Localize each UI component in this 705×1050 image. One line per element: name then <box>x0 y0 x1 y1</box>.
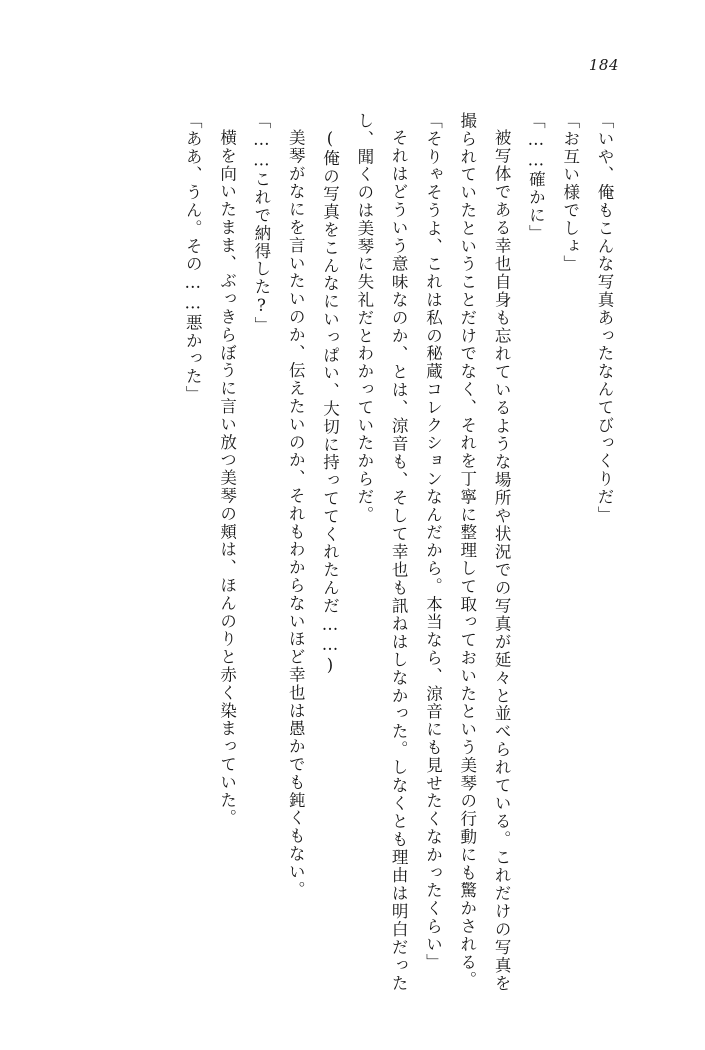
paragraph: 「そりゃそうよ、これは私の秘蔵コレクションなんだから。本当なら、涼音にも見せたくなかったくらい」 <box>423 112 443 972</box>
paragraph: 「ああ、うん。その……悪かった」 <box>183 112 203 404</box>
paragraph: 「……これで納得した?」 <box>251 112 271 335</box>
paragraph: 被写体である幸也自身も忘れているような場所や状況での写真が延々と並べられている。これだけの写真を撮られていたということだけでなく、それを丁寧に整理して取っておいたという美琴の行動にも驚かされる。 <box>457 112 512 992</box>
paragraph: 「いや、俺もこんな写真あったなんてびっくりだ」 <box>595 112 614 524</box>
paragraph: 「お互い様でしょ」 <box>560 112 580 274</box>
body-text <box>86 112 621 992</box>
paragraph: (俺の写真をこんなにいっぱい、大切に持っててくれたんだ……) <box>320 128 340 676</box>
paragraph: 美琴がなにを言いたいのか、伝えたいのか、それもわからないほど幸也は愚かでも鈍くもない。 <box>286 128 306 899</box>
paragraph: 横を向いたまま、ぶっきらぼうに言い放つ美琴の頬は、ほんのりと赤く染まっていた。 <box>217 128 237 827</box>
paragraph: それはどういう意味なのか、とは、涼音も、そして幸也も訊ねはしなかった。しなくとも理由は明白だったし、聞くのは美琴に失礼だとわかっていたからだ。 <box>354 112 409 992</box>
page-number: 184 <box>588 56 619 74</box>
paragraph: 「……確かに」 <box>526 112 546 243</box>
